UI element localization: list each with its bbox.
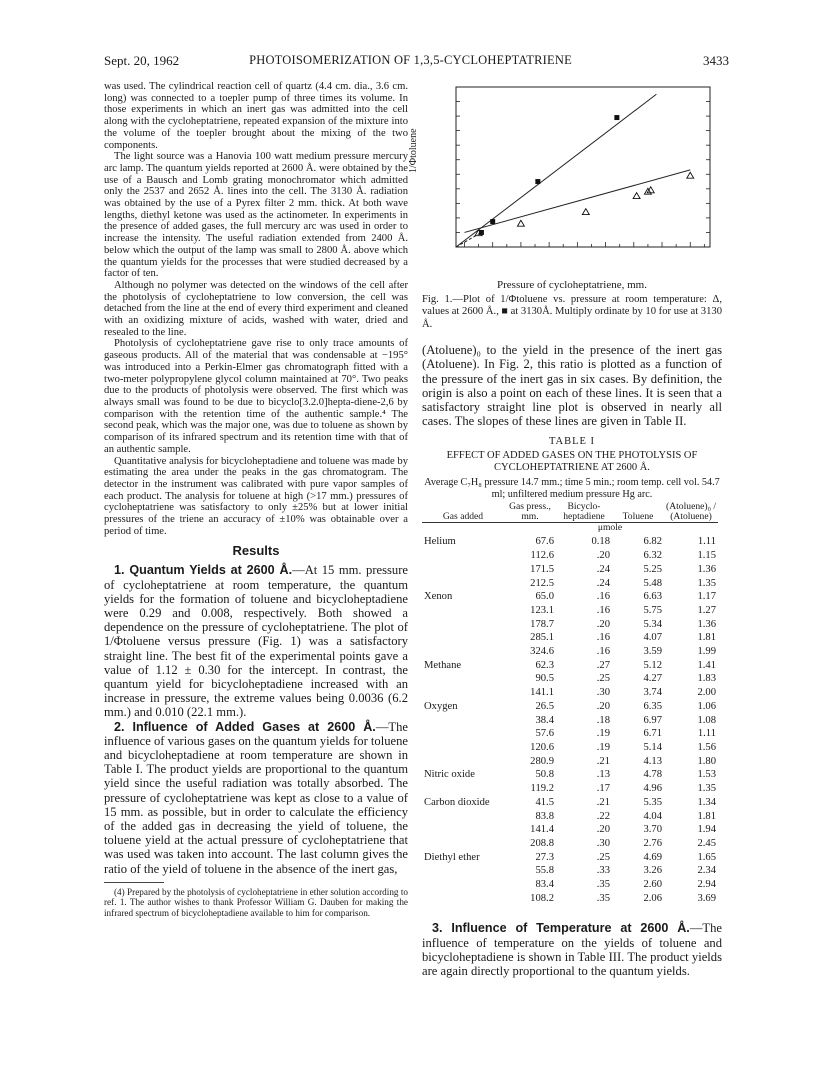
cell-gas [422,631,504,645]
cell-ratio: 2.00 [697,687,716,699]
cell-press: 38.4 [535,714,554,726]
cell-gas [422,577,504,591]
cell-press: 171.5 [530,563,554,575]
paragraph-quantitative-analysis: Quantitative analysis for bicycloheptadiene and toluene was made by estimating the area under the peaks in the gas chromatogram. The detector in the instrument was calibrated with pure vapor samples of each product. The analysis for toluene at high (>17 mm.) pressures of cycloheptatriene was satisfactory to only ±25% but at lower initial pressures of the triene an accuracy of ±10% was obtainable over a period of time. [104,455,408,537]
table-1-body [422,533,718,905]
table-row [422,892,718,906]
cell-bicyclo: .20 [596,618,610,630]
cell-bicyclo: .16 [596,646,610,658]
cell-gas [422,755,504,769]
paragraph-photolysis: Photolysis of cycloheptatriene gave rise to only trace amounts of gaseous products. All of the material that was condensable at −195° was introduced into a Perkin-Elmer gas chromatograph fitted with a two-meter polypropylene glycol column maintained at 70°. Two peaks due to the products of photolysis were observed. The first which was always small was found to be due to bicyclo[3.2.0]hepta-diene-2,6 by comparison with the retention time of the authentic sample.⁴ The second peak, which was the major one, was due to toluene as shown by comparison of its infrared spectrum and its retention time with that of an authentic sample. [104,338,408,455]
cell-ratio: 1.56 [697,741,716,753]
cell-bicyclo: .30 [596,687,610,699]
cell-gas: Methane [424,659,462,671]
footnote-4: (4) Prepared by the photolysis of cycloheptatriene in ether solution according to ref. 1. The author wishes to thank Professor William G. Dauben for making the infrared spectrum of bicycloheptadiene available to him for comparison. [104,886,408,919]
table-row [422,533,718,549]
cell-toluene: 5.12 [643,659,662,671]
cell-ratio: 1.27 [697,604,716,616]
cell-gas [422,892,504,906]
cell-gas [422,686,504,700]
cell-ratio: 1.11 [697,536,716,548]
cell-ratio: 1.99 [697,646,716,658]
table-row [422,851,718,865]
cell-toluene: 5.75 [643,604,662,616]
cell-bicyclo: .22 [596,810,610,822]
paragraph-continuation: (Atoluene)₀ to the yield in the presence of the inert gas (Atoluene). In Fig. 2, this ratio is plotted as a function of the pressure of the inert gas in six cases. By definition, the origin is also a point on each of these lines. It is seen that a satisfactory straight line plot is observed in nearly all cases. The slopes of these lines are given in Table II. [422,343,722,429]
table-row [422,755,718,769]
cell-ratio: 1.94 [697,824,716,836]
cell-ratio: 1.35 [697,783,716,795]
cell-toluene: 2.76 [643,837,662,849]
cell-gas: Xenon [424,591,453,603]
cell-press: 55.8 [535,865,554,877]
paragraph-cell-description: was used. The cylindrical reaction cell of quartz (4.4 cm. dia., 3.6 cm. long) was connected to a toepler pump of three times its volume. In those experiments in which an inert gas was admitted into the cell along with the cycloheptatriene, repeated expansion of the mixture into the volume of the toepler brought about the mixing of the two components. [104,81,408,151]
section-1-heading: 1. Quantum Yields at 2600 Å. [114,563,293,578]
cell-gas [422,823,504,837]
cell-bicyclo: .20 [596,550,610,562]
cell-press: 65.0 [535,591,554,603]
cell-press: 141.4 [530,824,554,836]
cell-press: 62.3 [535,659,554,671]
cell-gas [422,810,504,824]
section-3-heading: 3. Influence of Temperature at 2600 Å. [432,921,690,936]
cell-press: 108.2 [530,892,554,904]
table-row [422,727,718,741]
col-header-umole: μmole [556,523,664,534]
cell-bicyclo: .27 [596,659,610,671]
cell-bicyclo: .19 [596,728,610,740]
figure-1-plot [422,81,722,277]
cell-bicyclo: .17 [596,783,610,795]
table-1 [422,502,718,905]
cell-bicyclo: .24 [596,577,610,589]
cell-toluene: 4.96 [643,783,662,795]
figure-xlabel: Pressure of cycloheptatriene, mm. [497,279,647,291]
section-2-heading: 2. Influence of Added Gases at 2600 Å. [114,719,376,734]
table-row [422,823,718,837]
data-point-triangle [517,220,524,226]
right-column [408,81,722,979]
cell-toluene: 6.32 [643,550,662,562]
cell-ratio: 1.80 [697,755,716,767]
cell-bicyclo: .20 [596,700,610,712]
cell-gas: Helium [424,536,456,548]
cell-press: 141.1 [530,687,554,699]
cell-bicyclo: .21 [596,796,610,808]
paragraph-cleaning: Although no polymer was detected on the windows of the cell after the photolysis of cycloheptatriene to low conversion, the cell was detached from the line at the end of every third experiment and cleaned with an oxidizing mixture of acids, washed with water, dried and resealed to the line. [104,279,408,338]
cell-toluene: 4.13 [643,755,662,767]
figure-1 [408,81,722,277]
cell-ratio: 1.08 [697,714,716,726]
table-row [422,810,718,824]
cell-gas [422,727,504,741]
page-number: 3433 [703,53,729,68]
cell-press: 324.6 [530,646,554,658]
data-point-square [614,115,619,120]
cell-ratio: 1.36 [697,563,716,575]
cell-press: 280.9 [530,755,554,767]
fit-line-triangles [464,170,690,233]
table-row [422,549,718,563]
cell-bicyclo: .21 [596,755,610,767]
table-row [422,700,718,714]
cell-toluene: 5.48 [643,577,662,589]
table-row [422,768,718,782]
table-row [422,590,718,604]
section-3-paragraph [422,921,722,978]
section-1-text: —At 15 mm. pressure of cycloheptatriene at room temperature, the quantum yields for the formation of toluene and bicycloheptadiene were 0.29 and 0.008, respectively. Both showed a dependence on the pressure of cycloheptatriene. The plot of 1/Φtoluene versus pressure (Fig. 1) was a satisfactory straight line. The best fit of the experimental points gave a value of 1.12 ± 0.30 for the intercept. In contrast, the quantum yield for bicycloheptadiene increased with an increase in pressure, the extreme values being 0.0036 (6.2 mm.) and 0.010 (22.1 mm.). [104,563,408,720]
cell-toluene: 4.04 [643,810,662,822]
table-row [422,645,718,659]
cell-gas: Nitric oxide [424,769,475,781]
data-point-square [479,230,484,235]
cell-press: 208.8 [530,837,554,849]
results-heading: Results [232,543,280,559]
left-column [104,81,408,919]
table-row [422,631,718,645]
cell-bicyclo: .16 [596,632,610,644]
table-row [422,796,718,810]
paragraph-light-source: The light source was a Hanovia 100 watt medium pressure mercury arc lamp. The quantum yields reported at 2600 Å. were obtained by the use of a Bausch and Lomb grating monochromator which admitted only the 2537 and 2652 Å. lines into the cell. The 3130 Å. radiation was obtained by the use of a Pyrex filter 2 mm. thick. At both wave lengths, diethyl ketone was used as the actinometer. In experiments in the presence of added gases, the full mercury arc was used in order to increase the intensity. The useful radiation extended from 2400 Å. below which the output of the lamp was small to 2800 Å. above which the quantum yields for the processes that were studied decreased by a factor of ten. [104,151,408,280]
cell-press: 178.7 [530,618,554,630]
cell-bicyclo: .25 [596,851,610,863]
cell-bicyclo: .33 [596,865,610,877]
cell-ratio: 1.81 [697,810,716,822]
figure-caption: Fig. 1.—Plot of 1/Φtoluene vs. pressure at room temperature: Δ, values at 2600 Å., ■ at 3130Å. Multiply ordinate by 10 for use at 3130 Å. [422,294,722,330]
cell-bicyclo: .24 [596,563,610,575]
cell-press: 83.4 [535,879,554,891]
cell-toluene: 6.97 [643,714,662,726]
cell-toluene: 4.78 [643,769,662,781]
cell-bicyclo: .25 [596,673,610,685]
cell-bicyclo: .13 [596,769,610,781]
cell-press: 41.5 [535,796,554,808]
cell-press: 83.8 [535,810,554,822]
cell-toluene: 3.70 [643,824,662,836]
running-header-date: Sept. 20, 1962 [104,53,180,68]
cell-toluene: 6.63 [643,591,662,603]
cell-gas: Diethyl ether [424,851,480,863]
cell-ratio: 1.41 [697,659,716,671]
cell-toluene: 2.60 [643,879,662,891]
cell-ratio: 1.35 [697,577,716,589]
cell-gas: Carbon dioxide [424,796,490,808]
cell-gas [422,837,504,851]
cell-press: 285.1 [530,632,554,644]
cell-press: 120.6 [530,741,554,753]
cell-ratio: 2.34 [697,865,716,877]
cell-toluene: 3.74 [643,687,662,699]
cell-press: 50.8 [535,769,554,781]
table-row [422,782,718,796]
table-row [422,714,718,728]
table-row [422,577,718,591]
data-point-square [490,219,495,224]
cell-gas [422,549,504,563]
cell-toluene: 4.69 [643,851,662,863]
figure-ylabel: 1/Φtoluene [408,128,419,173]
cell-press: 27.3 [535,851,554,863]
col-header-gas: Gas added [422,502,504,523]
cell-bicyclo: .35 [596,892,610,904]
cell-ratio: 1.53 [697,769,716,781]
cell-gas [422,782,504,796]
data-point-triangle [687,172,694,178]
cell-ratio: 1.06 [697,700,716,712]
cell-ratio: 1.36 [697,618,716,630]
fit-line-squares [456,94,656,247]
table-row [422,837,718,851]
cell-ratio: 1.65 [697,851,716,863]
cell-ratio: 1.17 [697,591,716,603]
cell-toluene: 6.35 [643,700,662,712]
cell-bicyclo: .35 [596,879,610,891]
cell-gas [422,672,504,686]
running-header-title: PHOTOISOMERIZATION OF 1,3,5-CYCLOHEPTATRIENE [249,53,572,67]
col-header-toluene: Toluene [612,502,664,523]
cell-press: 123.1 [530,604,554,616]
cell-gas [422,618,504,632]
cell-toluene: 6.71 [643,728,662,740]
cell-press: 119.2 [530,783,554,795]
cell-bicyclo: .30 [596,837,610,849]
cell-press: 67.6 [535,536,554,548]
section-1-paragraph [104,563,408,719]
table-row [422,686,718,700]
cell-gas [422,563,504,577]
cell-bicyclo: .20 [596,824,610,836]
cell-ratio: 1.83 [697,673,716,685]
table-row [422,864,718,878]
table-row [422,741,718,755]
cell-gas [422,878,504,892]
cell-gas: Oxygen [424,700,458,712]
table-note: Average C₇H₈ pressure 14.7 mm.; time 5 min.; room temp. cell vol. 54.7 ml; unfiltered medium pressure Hg arc. [424,477,720,500]
cell-toluene: 5.14 [643,741,662,753]
table-row [422,604,718,618]
cell-toluene: 3.59 [643,646,662,658]
table-title-line-2: CYCLOHEPTATRIENE AT 2600 Å. [494,462,650,474]
cell-toluene: 2.06 [643,892,662,904]
cell-bicyclo: 0.18 [591,536,610,548]
cell-ratio: 1.11 [697,728,716,740]
cell-press: 212.5 [530,577,554,589]
table-row [422,878,718,892]
cell-press: 57.6 [535,728,554,740]
cell-gas [422,741,504,755]
cell-ratio: 2.45 [697,837,716,849]
table-title-line-1: EFFECT OF ADDED GASES ON THE PHOTOLYSIS OF [446,450,698,462]
section-2-paragraph [104,720,408,876]
table-label: TABLE I [548,436,596,448]
cell-press: 90.5 [535,673,554,685]
table-row [422,563,718,577]
col-header-ratio: (Atoluene)₀ / (Atoluene) [664,502,718,523]
cell-bicyclo: .16 [596,604,610,616]
col-header-press: Gas press., mm. [504,502,556,523]
cell-toluene: 6.82 [643,536,662,548]
cell-bicyclo: .19 [596,741,610,753]
table-row [422,672,718,686]
extrapolation-line [456,232,481,247]
cell-press: 112.6 [530,550,554,562]
cell-toluene: 5.35 [643,796,662,808]
data-point-triangle [633,193,640,199]
cell-ratio: 1.81 [697,632,716,644]
cell-toluene: 5.34 [643,618,662,630]
cell-gas [422,714,504,728]
data-point-triangle [647,187,654,193]
cell-toluene: 5.25 [643,563,662,575]
section-3-text: —The influence of temperature on the yields of toluene and bicycloheptadiene is shown in Table III. The product yields are again directly proportional to the quantum yields. [422,921,722,979]
cell-ratio: 1.34 [697,796,716,808]
cell-toluene: 4.27 [643,673,662,685]
cell-bicyclo: .18 [596,714,610,726]
data-point-triangle [582,209,589,215]
table-row [422,618,718,632]
col-header-bicyclo: Bicyclo-heptadiene [556,502,612,523]
cell-gas [422,604,504,618]
cell-toluene: 3.26 [643,865,662,877]
table-row [422,659,718,673]
cell-ratio: 1.15 [697,550,716,562]
cell-press: 26.5 [535,700,554,712]
cell-ratio: 2.94 [697,879,716,891]
data-point-square [535,179,540,184]
cell-gas [422,864,504,878]
cell-ratio: 3.69 [697,892,716,904]
section-2-text: —The influence of various gases on the quantum yields for toluene and bicycloheptadiene at room temperature are shown in Table I. The product yields are proportional to the quantum yield since the useful radiation was totally absorbed. The pressure of cycloheptatriene was kept as close to a value of 15 mm. as possible, but in order to calculate the efficiency of the added gas in decreasing the yield of toluene, the toluene yield at the actual pressure of cycloheptatriene that was used was taken into account. The last column gives the ratio of the yield of toluene in the absence of the inert gas, [104,719,408,876]
cell-bicyclo: .16 [596,591,610,603]
cell-toluene: 4.07 [643,632,662,644]
cell-gas [422,645,504,659]
footnote-rule [104,882,164,883]
